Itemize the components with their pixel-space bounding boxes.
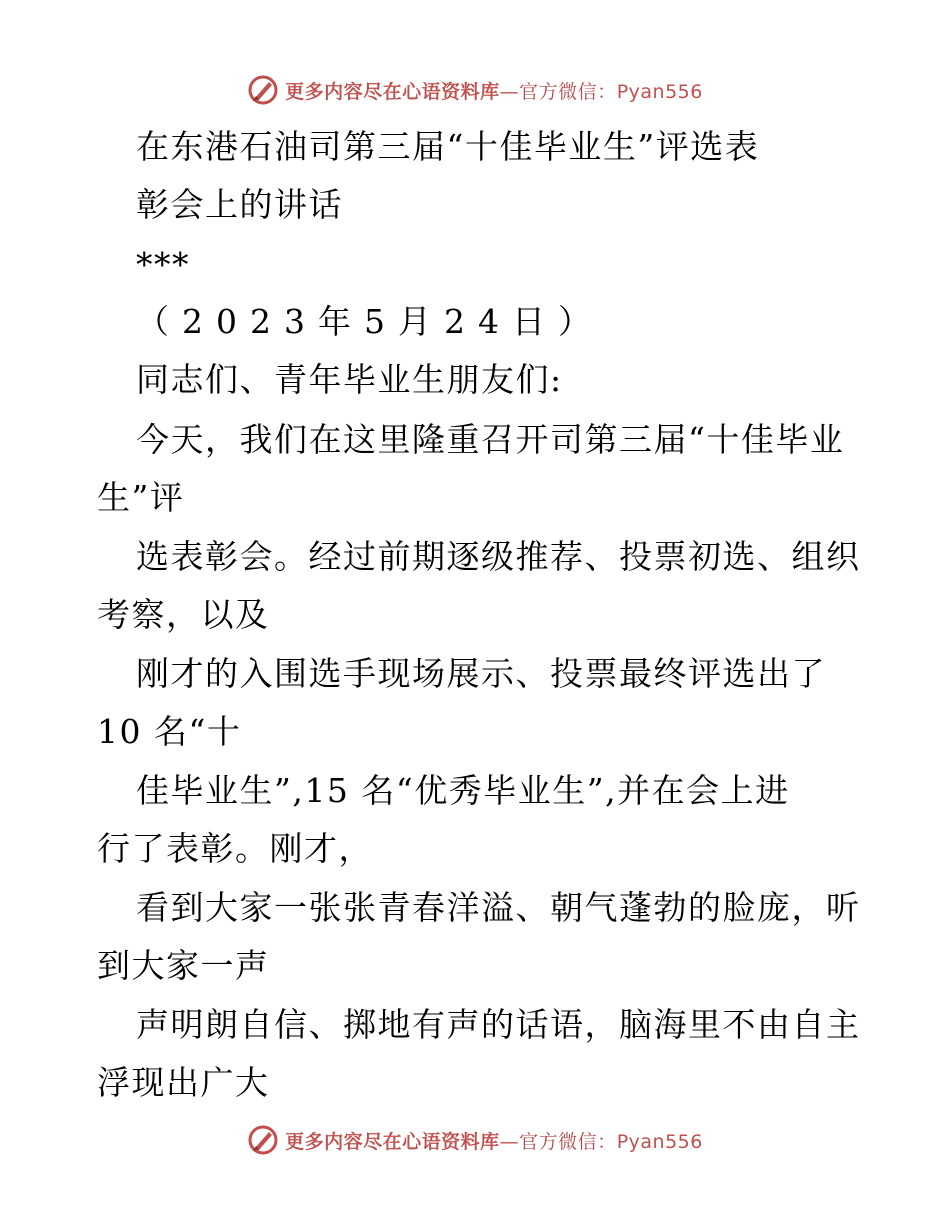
watermark-brand: 更多内容尽在心语资料库 xyxy=(285,1130,500,1153)
paragraph-line: 今天，我们在这里隆重召开司第三届“十佳毕业 xyxy=(136,420,845,459)
author-line: *** xyxy=(136,245,190,284)
watermark-suffix: 官方微信： xyxy=(519,1130,617,1153)
title-line-2: 彰会上的讲话 xyxy=(136,185,343,224)
pen-logo-icon xyxy=(247,74,279,106)
paragraph-line: 声明朗自信、掷地有声的话语，脑海里不由自主 xyxy=(136,1005,861,1044)
paragraph-line: 浮现出广大 xyxy=(97,1063,270,1102)
paragraph-line: 到大家一声 xyxy=(97,946,270,985)
paragraph-line: 10 名“十 xyxy=(97,712,242,751)
pen-logo-icon xyxy=(247,1124,279,1156)
watermark-text xyxy=(285,1127,703,1154)
paragraph-line: 选表彰会。经过前期逐级推荐、投票初选、组织 xyxy=(136,537,861,576)
watermark-header xyxy=(0,70,950,110)
watermark-separator: — xyxy=(499,80,520,103)
paragraph-line: 刚才的入围选手现场展示、投票最终评选出了 xyxy=(136,654,826,693)
watermark-id: Pyan556 xyxy=(616,1130,703,1153)
watermark-brand: 更多内容尽在心语资料库 xyxy=(285,80,500,103)
watermark-text xyxy=(285,77,703,104)
date-line: （2023年5月24日） xyxy=(136,302,604,341)
watermark-suffix: 官方微信： xyxy=(519,80,617,103)
paragraph-line: 生”评 xyxy=(97,478,185,517)
paragraph-line: 行了表彰。刚才， xyxy=(97,829,373,868)
paragraph-line: 看到大家一张张青春洋溢、朝气蓬勃的脸庞，听 xyxy=(136,888,861,927)
paragraph-line: 佳毕业生”,15 名“优秀毕业生”,并在会上进 xyxy=(136,771,790,810)
watermark-separator: — xyxy=(499,1130,520,1153)
watermark-footer xyxy=(0,1120,950,1160)
salutation: 同志们、青年毕业生朋友们: xyxy=(136,360,563,399)
paragraph-line: 考察，以及 xyxy=(97,595,270,634)
title-line-1: 在东港石油司第三届“十佳毕业生”评选表 xyxy=(136,127,760,166)
watermark-id: Pyan556 xyxy=(616,80,703,103)
